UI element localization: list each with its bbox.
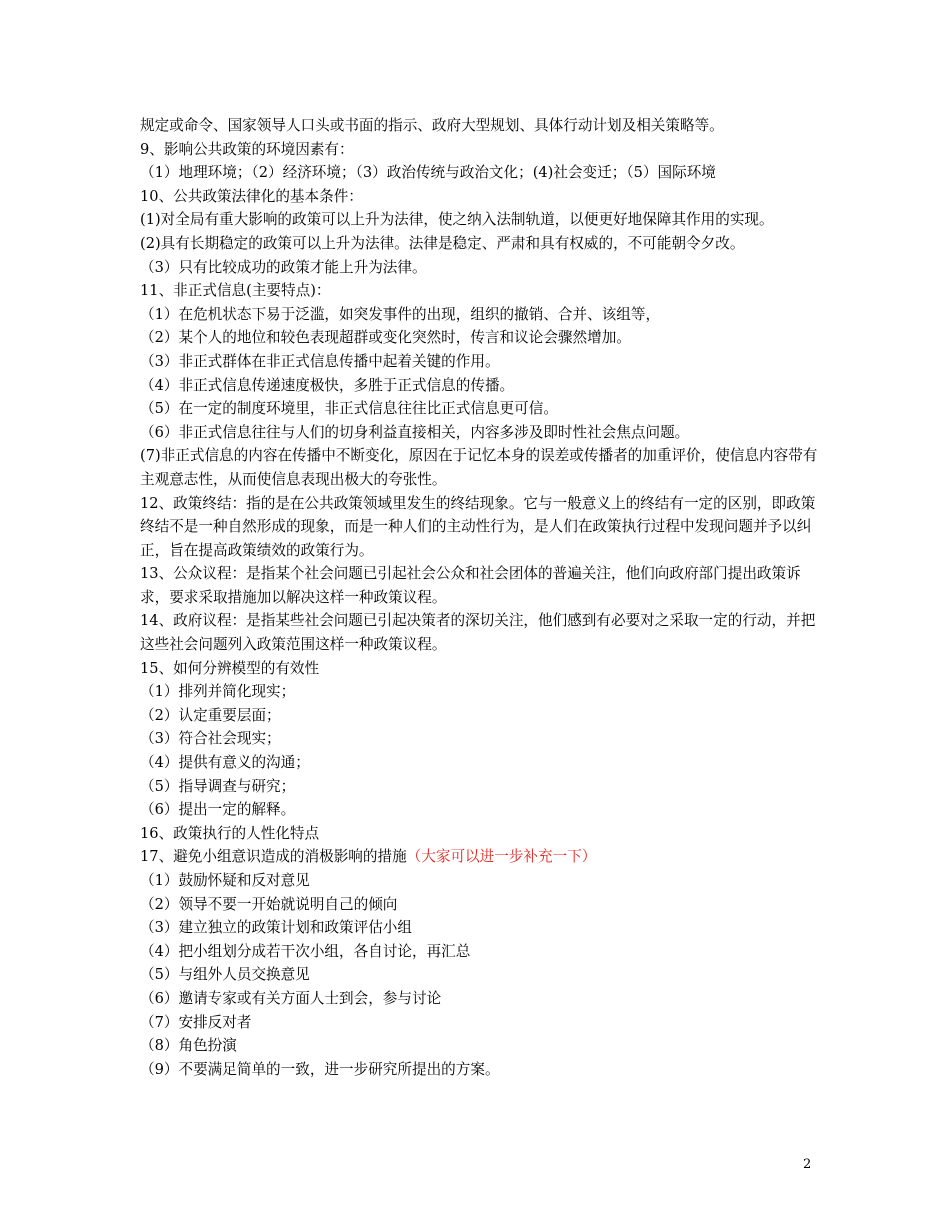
list-item: （1）在危机状态下易于泛滥，如突发事件的出现，组织的撤销、合并、该组等， (140, 305, 661, 323)
document-body (140, 114, 820, 1081)
list-item: （5）在一定的制度环境里，非正式信息往往比正式信息更可信。 (140, 400, 558, 418)
section-heading-9: 9、影响公共政策的环境因素有： (140, 140, 354, 158)
section-heading-17-note: （大家可以进一步补充一下） (406, 848, 597, 866)
list-item: （7）安排反对者 (140, 1013, 252, 1031)
list-item: （2）某个人的地位和较色表现超群或变化突然时，传言和议论会骤然增加。 (140, 329, 631, 347)
section-heading-17-title: 17、避免小组意识造成的消极影响的措施 (140, 848, 407, 866)
text-line: （3）只有比较成功的政策才能上升为法律。 (140, 258, 427, 276)
list-item: （1）鼓励怀疑和反对意见 (140, 872, 310, 889)
section-heading-15: 15、如何分辨模型的有效性 (140, 659, 320, 677)
text-paragraph: (1)对全局有重大影响的政策可以上升为法律，使之纳入法制轨道，以便更好地保障其作用的实现。 (140, 211, 774, 229)
text-line: 规定或命令、国家领导人口头或书面的指示、政府大型规划、具体行动计划及相关策略等。 (140, 117, 724, 134)
section-paragraph-13: 13、公众议程：是指某个社会问题已引起社会公众和社会团体的普遍关注，他们向政府部门提出政策诉求，要求采取措施加以解决这样一种政策议程。 (140, 565, 801, 606)
section-heading-11: 11、非正式信息(主要特点)： (140, 282, 331, 300)
list-item: （2）领导不要一开始就说明自己的倾向 (140, 895, 398, 913)
list-item: （8）角色扮演 (140, 1037, 237, 1055)
list-item: （6）提出一定的解释。 (140, 801, 296, 819)
list-item: （3）非正式群体在非正式信息传播中起着关键的作用。 (140, 352, 500, 370)
section-heading-16: 16、政策执行的人性化特点 (140, 824, 320, 842)
list-item: （9）不要满足简单的一致，进一步研究所提出的方案。 (140, 1060, 500, 1078)
list-item: （3）符合社会现实； (140, 730, 281, 748)
list-item: （5）与组外人员交换意见 (140, 966, 310, 984)
list-item: （4）非正式信息传递速度极快，多胜于正式信息的传播。 (140, 376, 515, 394)
list-item: （3）建立独立的政策计划和政策评估小组 (140, 919, 412, 937)
list-item: （1）排列并简化现实； (140, 683, 296, 701)
list-item-paragraph: (7)非正式信息的内容在传播中不断变化，原因在于记忆本身的误差或传播者的加重评价，使信息内容带有主观意志性，从而使信息表现出极大的夸张性。 (140, 447, 818, 488)
list-item: （2）认定重要层面； (140, 706, 281, 724)
list-item: （6）非正式信息往往与人们的切身利益直接相关，内容多涉及即时性社会焦点问题。 (140, 423, 690, 441)
page-number: 2 (803, 1157, 812, 1172)
section-heading-17 (140, 845, 820, 869)
text-line: （1）地理环境；（2）经济环境；（3）政治传统与政治文化；(4)社会变迁；（5）国际环境 (140, 164, 716, 182)
section-paragraph-14: 14、政府议程：是指某些社会问题已引起决策者的深切关注，他们感到有必要对之采取一定的行动，并把这些社会问题列入政策范围这样一种政策议程。 (140, 612, 816, 654)
section-paragraph-12: 12、政策终结：指的是在公共政策领域里发生的终结现象。它与一般意义上的终结有一定的区别，即政策终结不是一种自然形成的现象，而是一种人们的主动性行为，是人们在政策执行过程中发现问题并予以纠正，旨在提高政策绩效的政策行为。 (140, 494, 816, 559)
list-item: （5）指导调查与研究； (140, 777, 296, 795)
list-item: （4）把小组划分成若干次小组，各自讨论，再汇总 (140, 942, 471, 960)
section-heading-10: 10、公共政策法律化的基本条件： (140, 187, 363, 205)
list-item: （4）提供有意义的沟通； (140, 754, 310, 772)
list-item: （6）邀请专家或有关方面人士到会，参与讨论 (140, 989, 442, 1007)
text-line: (2)具有长期稳定的政策可以上升为法律。法律是稳定、严肃和具有权威的，不可能朝令夕改。 (140, 234, 745, 252)
